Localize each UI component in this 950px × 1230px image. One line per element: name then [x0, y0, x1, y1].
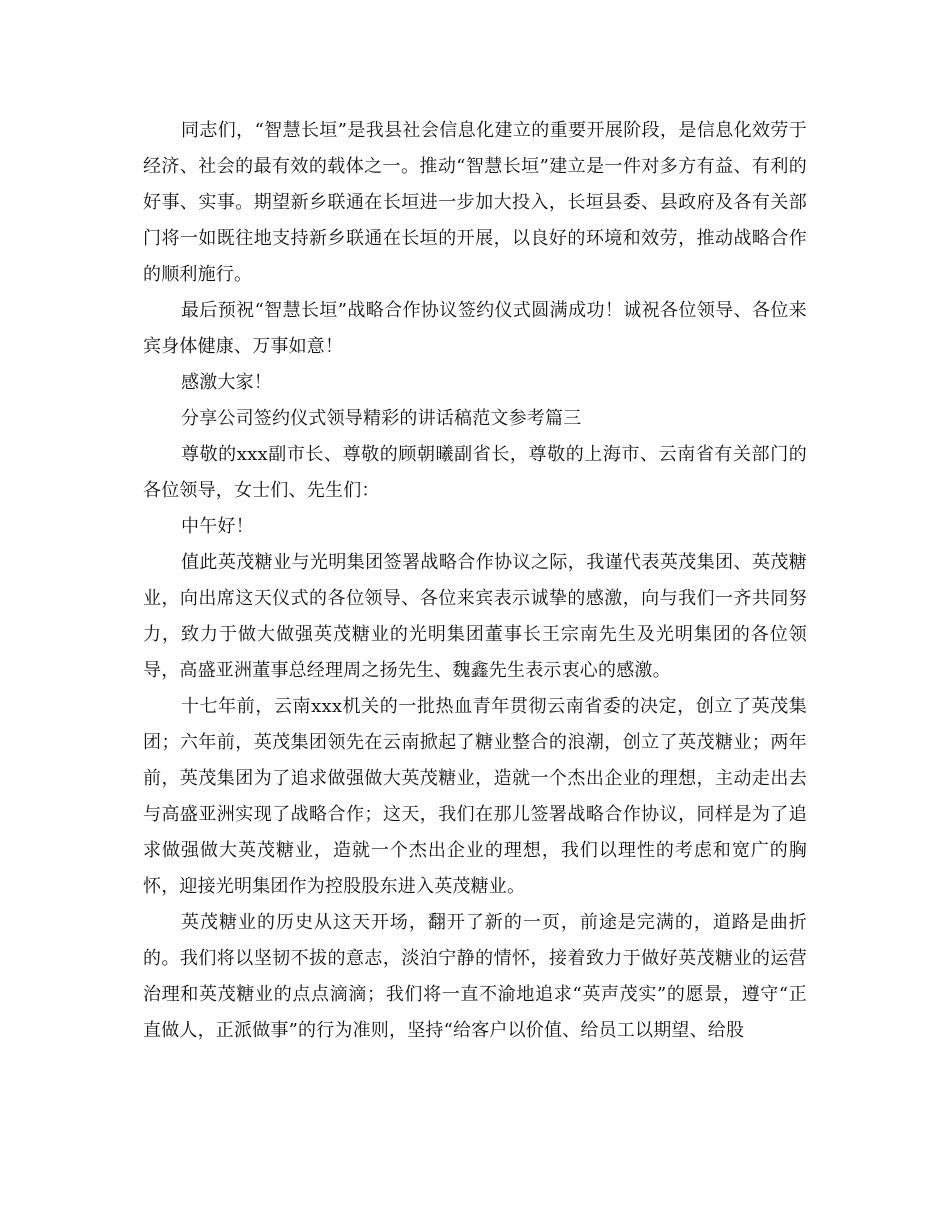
- greeting: 中午好！: [181, 516, 254, 537]
- document-body: [143, 113, 807, 1049]
- salutation: 尊敬的xxx副市长、尊敬的顾朝曦副省长，尊敬的上海市、云南省有关部门的各位领导，女士们、先生们：: [143, 444, 807, 501]
- paragraph-7: 值此英茂糖业与光明集团签署战略合作协议之际，我谨代表英茂集团、英茂糖业，向出席这天仪式的各位领导、各位来宾表示诚挚的感激，向与我们一齐共同努力，致力于做大做强英茂糖业的光明集团董事长王宗南先生及光明集团的各位领导，高盛亚洲董事总经理周之扬先生、魏鑫先生表示衷心的感激。: [143, 552, 807, 681]
- section-heading: 分享公司签约仪式领导精彩的讲话稿范文参考篇三: [181, 408, 582, 429]
- paragraph-2: 最后预祝“智慧长垣”战略合作协议签约仪式圆满成功！诚祝各位领导、各位来宾身体健康、万事如意！: [143, 300, 807, 357]
- paragraph-8: 十七年前，云南xxx机关的一批热血青年贯彻云南省委的决定，创立了英茂集团；六年前，英茂集团领先在云南掀起了糖业整合的浪潮，创立了英茂糖业；两年前，英茂集团为了追求做强做大英茂糖业，造就一个杰出企业的理想，主动走出去与高盛亚洲实现了战略合作；这天，我们在那儿签署战略合作协议，同样是为了追求做强做大英茂糖业，造就一个杰出企业的理想，我们以理性的考虑和宽广的胸怀，迎接光明集团作为控股股东进入英茂糖业。: [143, 696, 807, 897]
- paragraph-3: 感激大家！: [181, 372, 272, 393]
- paragraph-9: 英茂糖业的历史从这天开场，翻开了新的一页，前途是完满的，道路是曲折的。我们将以坚韧不拔的意志，淡泊宁静的情怀，接着致力于做好英茂糖业的运营治理和英茂糖业的点点滴滴；我们将一直不渝地追求“英声茂实”的愿景，遵守“正直做人，正派做事”的行为准则，坚持“给客户以价值、给员工以期望、给股: [143, 912, 807, 1041]
- paragraph-1: 同志们，“智慧长垣”是我县社会信息化建立的重要开展阶段，是信息化效劳于经济、社会的最有效的载体之一。推动“智慧长垣”建立是一件对多方有益、有利的好事、实事。期望新乡联通在长垣进一步加大投入，长垣县委、县政府及各有关部门将一如既往地支持新乡联通在长垣的开展，以良好的环境和效劳，推动战略合作的顺利施行。: [143, 120, 807, 285]
